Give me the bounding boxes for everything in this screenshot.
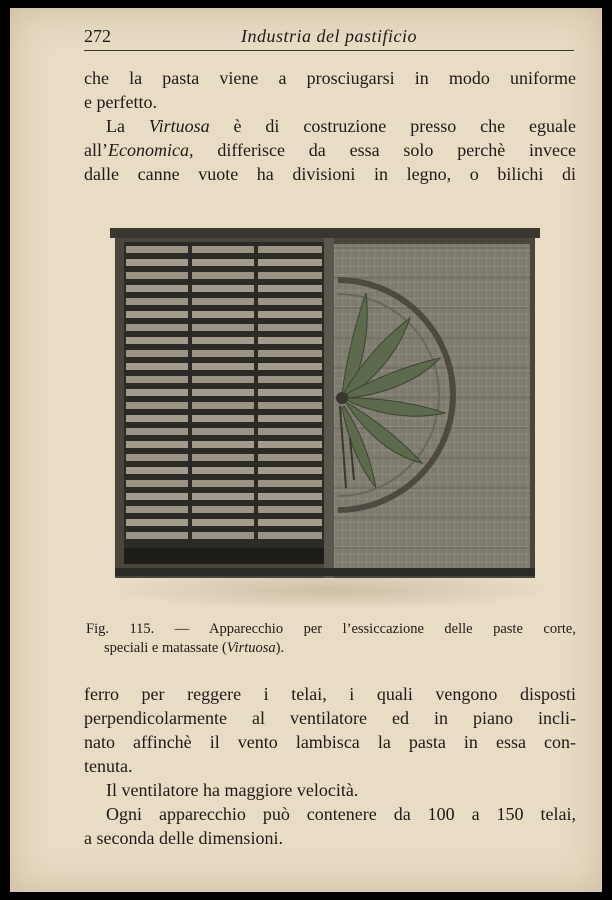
text-line: perpendicolarmente al ventilatore ed in piano incli- bbox=[84, 708, 576, 728]
page-header bbox=[84, 22, 574, 51]
caption-line: Fig. 115. — Apparecchio per l’essiccazione delle paste corte, bbox=[86, 621, 576, 637]
cabinet-base bbox=[115, 568, 535, 576]
figure-caption bbox=[86, 620, 576, 658]
center-post bbox=[324, 238, 334, 578]
text-line: nato affinchè il vento lambisca la pasta in essa con- bbox=[84, 732, 576, 752]
text-run: speciali e matassate ( bbox=[104, 640, 227, 656]
rack-shelves bbox=[124, 242, 324, 564]
text-run: è di costruzione presso che eguale bbox=[209, 116, 576, 136]
page-number: 272 bbox=[84, 26, 111, 46]
text-line: Ogni apparecchio può contenere da 100 a 150 telai, bbox=[106, 804, 576, 824]
drying-apparatus-illustration bbox=[110, 218, 550, 618]
text-run: ). bbox=[275, 640, 285, 656]
text-line bbox=[84, 138, 576, 162]
intro-paragraph bbox=[84, 66, 576, 186]
caption-line bbox=[86, 639, 576, 658]
body-paragraph bbox=[84, 682, 576, 850]
text-run: all’ bbox=[84, 140, 108, 160]
text-run: differisce da essa solo perchè invece bbox=[193, 140, 576, 160]
text-line bbox=[84, 114, 576, 138]
italic-term: Virtuosa bbox=[226, 640, 276, 656]
text-line: e perfetto. bbox=[84, 92, 157, 112]
text-line: ferro per reggere i telai, i quali vengono disposti bbox=[84, 684, 576, 704]
book-page bbox=[10, 8, 602, 892]
italic-term: Virtuosa bbox=[148, 116, 210, 136]
text-line: tenuta. bbox=[84, 756, 133, 776]
text-line: Il ventilatore ha maggiore velocità. bbox=[106, 780, 359, 800]
running-title: Industria del pastificio bbox=[241, 26, 417, 46]
text-line: a seconda delle dimensioni. bbox=[84, 828, 283, 848]
text-line: dalle canne vuote ha divisioni in legno, o bilichi di bbox=[84, 164, 576, 184]
text-run: La bbox=[106, 116, 149, 136]
cabinet-top-rail bbox=[110, 228, 540, 238]
italic-term: Economica, bbox=[108, 140, 194, 160]
text-line: che la pasta viene a prosciugarsi in modo uniforme bbox=[84, 68, 576, 88]
